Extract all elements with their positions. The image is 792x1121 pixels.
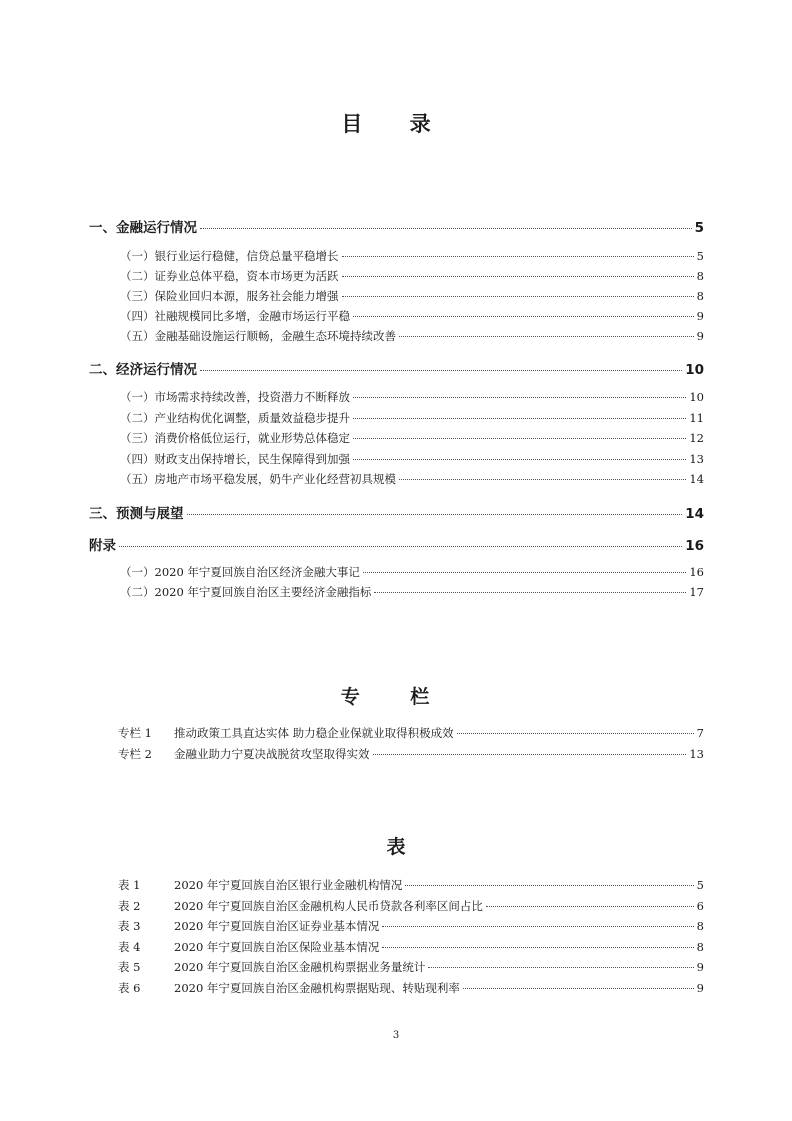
- table-entry[interactable]: [118, 980, 704, 1001]
- toc-subentry-page: 12: [689, 431, 704, 445]
- leader-dots: [428, 967, 693, 968]
- leader-dots: [187, 514, 683, 515]
- table-page: 6: [696, 898, 704, 913]
- toc-subentry-text: （三）保险业回归本源，服务社会能力增强: [120, 289, 339, 303]
- toc-subentry[interactable]: [120, 288, 704, 304]
- leader-dots: [463, 988, 694, 989]
- leader-dots: [119, 546, 682, 547]
- table-page: 8: [696, 939, 704, 954]
- leader-dots: [363, 572, 686, 573]
- leader-dots: [353, 459, 686, 460]
- toc-subentry-page: 14: [689, 472, 704, 486]
- table-label: 表 5: [118, 960, 141, 974]
- toc-subentry-text: （五）房地产市场平稳发展，奶牛产业化经营初具规模: [120, 472, 396, 486]
- toc-subentry-text: （二）证券业总体平稳，资本市场更为活跃: [120, 269, 339, 283]
- columns-title: 专 栏: [340, 686, 452, 708]
- table-text: 2020 年宁夏回族自治区保险业基本情况: [174, 939, 380, 954]
- table-label: 表 4: [118, 939, 141, 954]
- tables-list: [118, 877, 704, 1000]
- toc-subentry-text: （三）消费价格低位运行，就业形势总体稳定: [120, 431, 350, 445]
- toc-subentry-text: （四）财政支出保持增长，民生保障得到加强: [120, 452, 350, 466]
- column-entry[interactable]: [118, 746, 704, 767]
- toc-subentry[interactable]: [120, 268, 704, 284]
- table-text: 2020 年宁夏回族自治区金融机构票据业务量统计: [174, 960, 426, 974]
- column-text: 金融业助力宁夏决战脱贫攻坚取得实效: [174, 746, 370, 761]
- leader-dots: [457, 733, 694, 734]
- toc-subentry-text: （一）银行业运行稳健，信贷总量平稳增长: [120, 249, 339, 263]
- page-number: 3: [392, 1030, 400, 1041]
- toc-entry[interactable]: [89, 502, 704, 522]
- toc-subentry-page: 11: [689, 411, 704, 425]
- leader-dots: [353, 397, 686, 398]
- toc-subentry-page: 10: [689, 390, 704, 404]
- columns-list: [118, 725, 704, 766]
- leader-dots: [374, 592, 686, 593]
- toc-subentry[interactable]: [120, 451, 704, 467]
- table-page: 5: [696, 878, 704, 892]
- leader-dots: [200, 370, 682, 371]
- toc-entry[interactable]: [89, 216, 704, 236]
- table-label: 表 1: [118, 878, 141, 892]
- toc-subentry[interactable]: [120, 584, 704, 600]
- leader-dots: [200, 228, 692, 229]
- toc-entry-text: 一、金融运行情况: [89, 220, 197, 236]
- table-page: 8: [696, 919, 704, 933]
- toc-subentry-page: 13: [689, 452, 704, 466]
- toc-subentry[interactable]: [120, 248, 704, 264]
- leader-dots: [353, 316, 694, 317]
- table-page: 9: [696, 980, 704, 995]
- table-entry[interactable]: [118, 939, 704, 960]
- column-page: 13: [689, 746, 704, 761]
- leader-dots: [399, 479, 686, 480]
- toc-entry-page: 10: [685, 362, 704, 378]
- table-text: 2020 年宁夏回族自治区银行业金融机构情况: [174, 878, 403, 892]
- toc-subentry[interactable]: [120, 430, 704, 446]
- leader-dots: [373, 754, 687, 755]
- column-page: 7: [696, 726, 704, 740]
- toc-subentry-page: 5: [696, 249, 704, 263]
- toc-subentry[interactable]: [120, 308, 704, 324]
- leader-dots: [353, 438, 686, 439]
- toc-subentry-page: 8: [696, 289, 704, 303]
- tables-title: 表: [386, 836, 406, 858]
- toc-subentry-page: 8: [696, 269, 704, 283]
- leader-dots: [342, 276, 694, 277]
- toc-subentry-page: 16: [689, 565, 704, 579]
- table-entry[interactable]: [118, 898, 704, 919]
- leader-dots: [382, 947, 693, 948]
- toc-entry-text: 二、经济运行情况: [89, 362, 197, 378]
- table-label: 表 2: [118, 898, 141, 913]
- leader-dots: [342, 256, 694, 257]
- toc-subentry[interactable]: [120, 410, 704, 426]
- toc-entry-text: 附录: [89, 538, 116, 554]
- leader-dots: [405, 885, 693, 886]
- toc-entry-page: 5: [694, 220, 704, 236]
- column-entry[interactable]: [118, 725, 704, 746]
- leader-dots: [399, 336, 694, 337]
- table-entry[interactable]: [118, 877, 704, 898]
- column-label: 专栏 2: [118, 746, 152, 761]
- table-entry[interactable]: [118, 918, 704, 939]
- table-label: 表 3: [118, 919, 141, 933]
- column-text: 推动政策工具直达实体 助力稳企业保就业取得积极成效: [174, 726, 454, 740]
- toc-subentry-page: 9: [696, 329, 704, 343]
- toc-subentry-text: （四）社融规模同比多增，金融市场运行平稳: [120, 309, 350, 323]
- table-text: 2020 年宁夏回族自治区金融机构人民币贷款各利率区间占比: [174, 898, 483, 913]
- table-label: 表 6: [118, 980, 141, 995]
- toc-subentry-text: （一）市场需求持续改善，投资潜力不断释放: [120, 390, 350, 404]
- toc-entry-page: 16: [685, 538, 704, 554]
- table-text: 2020 年宁夏回族自治区证券业基本情况: [174, 919, 380, 933]
- leader-dots: [382, 926, 693, 927]
- leader-dots: [486, 906, 694, 907]
- toc-entry[interactable]: [89, 534, 704, 554]
- table-page: 9: [696, 960, 704, 974]
- leader-dots: [353, 418, 686, 419]
- toc-subentry[interactable]: [120, 564, 704, 580]
- toc-entry[interactable]: [89, 358, 704, 378]
- toc-subentry-page: 9: [696, 309, 704, 323]
- table-text: 2020 年宁夏回族自治区金融机构票据贴现、转贴现利率: [174, 980, 460, 995]
- toc-subentry[interactable]: [120, 471, 704, 487]
- toc-subentry-text: （五）金融基础设施运行顺畅，金融生态环境持续改善: [120, 329, 396, 343]
- toc-entry-text: 三、预测与展望: [89, 506, 184, 522]
- toc-entry-page: 14: [685, 506, 704, 522]
- toc-subentry[interactable]: [120, 328, 704, 344]
- toc-subentry-text: （二）产业结构优化调整，质量效益稳步提升: [120, 411, 350, 425]
- leader-dots: [342, 296, 694, 297]
- toc-subentry[interactable]: [120, 389, 704, 405]
- toc-title: 目 录: [341, 112, 451, 136]
- toc-subentry-page: 17: [689, 585, 704, 599]
- toc-subentry-text: （一）2020 年宁夏回族自治区经济金融大事记: [120, 565, 360, 579]
- table-entry[interactable]: [118, 959, 704, 980]
- column-label: 专栏 1: [118, 726, 152, 740]
- toc-subentry-text: （二）2020 年宁夏回族自治区主要经济金融指标: [120, 585, 372, 599]
